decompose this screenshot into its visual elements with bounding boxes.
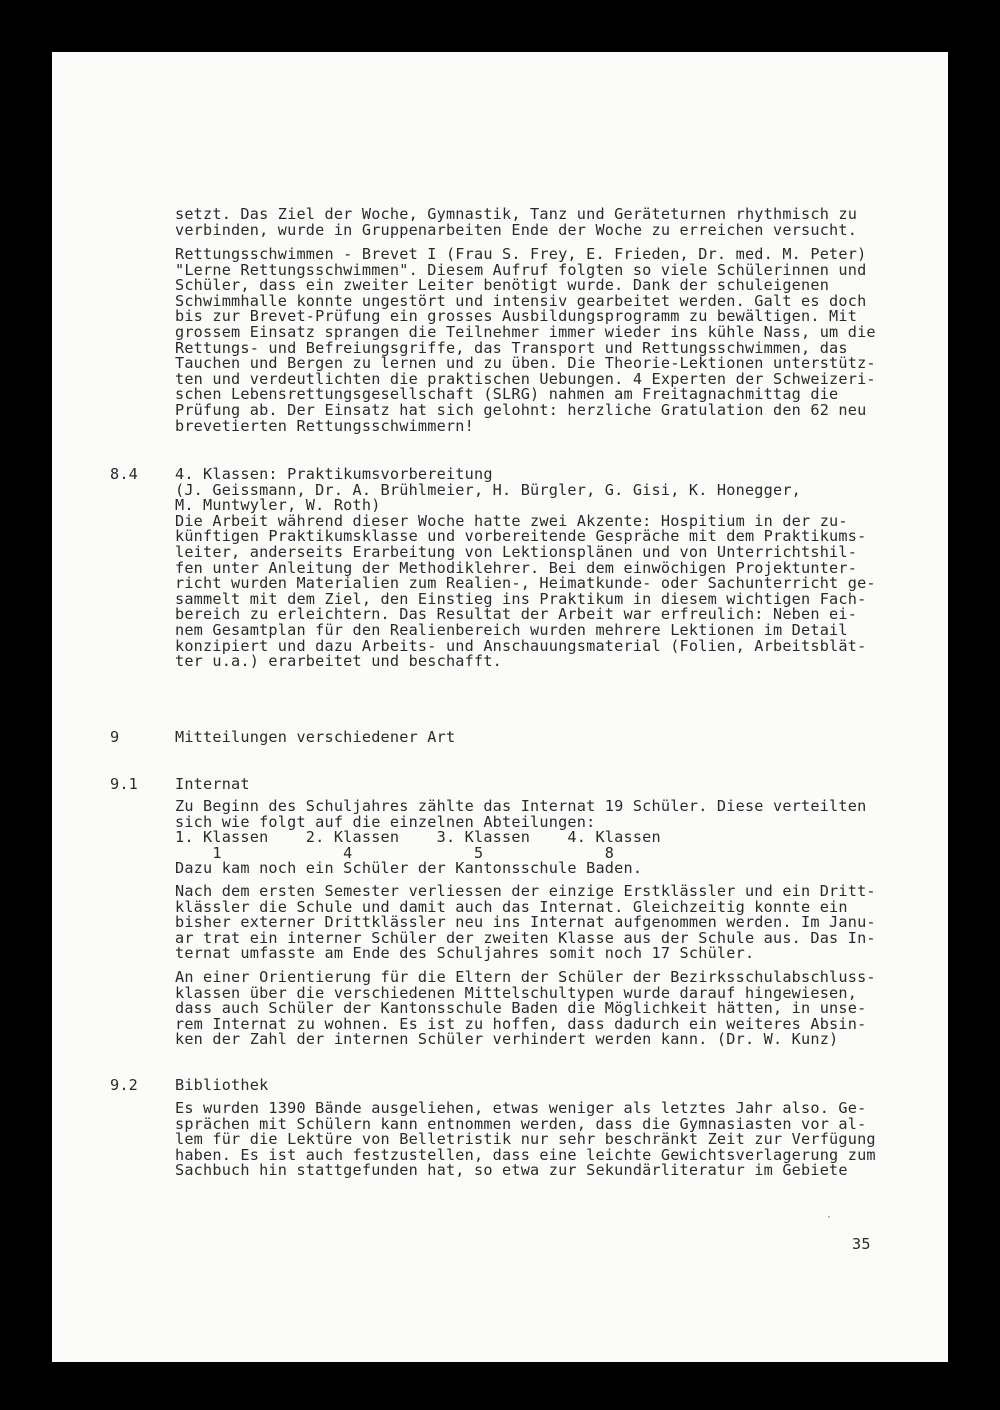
text-line: ten und verdeutlichten die praktischen Uebungen. 4 Experten der Schweizeri- [175, 369, 876, 388]
text-line: brevetierten Rettungsschwimmern! [175, 416, 474, 435]
section-number-8-4: 8.4 [110, 465, 139, 483]
intro-paragraph [175, 207, 895, 238]
rettungsschwimmen-paragraph [175, 247, 895, 434]
text-line: konzipiert und dazu Arbeits- und Anschauungsmaterial (Folien, Arbeitsblät- [175, 636, 867, 655]
text-line: lem für die Lektüre von Belletristik nur sehr beschränkt Zeit zur Verfügung [175, 1130, 876, 1149]
text-line: Nach dem ersten Semester verliessen der einzige Erstklässler und ein Dritt- [175, 882, 876, 900]
stray-mark: · [826, 1212, 833, 1223]
section-number-9-2: 9.2 [110, 1076, 139, 1094]
text-line: Schwimmhalle konnte ungestört und intensiv gearbeitet werden. Galt es doch [175, 291, 867, 310]
text-line: (J. Geissmann, Dr. A. Brühlmeier, H. Bürgler, G. Gisi, K. Honegger, [175, 480, 802, 499]
text-line: dass auch Schüler der Kantonsschule Baden die Möglichkeit hätten, in unse- [175, 999, 867, 1018]
section-9-title [175, 730, 895, 746]
text-line: klassen über die verschiedenen Mittelschultypen wurde darauf hingewiesen, [175, 983, 858, 1002]
section-number-9-1: 9.1 [110, 775, 139, 793]
text-line: Es wurden 1390 Bände ausgeliehen, etwas weniger als letztes Jahr also. Ge- [175, 1099, 867, 1117]
text-line: leiter, anderseits Erarbeitung von Lektionsplänen und von Unterrichtshil- [175, 542, 858, 561]
text-line: An einer Orientierung für die Eltern der Schüler der Bezirksschulabschluss- [175, 968, 876, 986]
text-line: bisher externer Drittklässler neu ins Internat aufgenommen werden. Im Janu- [175, 913, 876, 932]
section-heading: 4. Klassen: Praktikumsvorbereitung [175, 465, 493, 483]
page-number: 35 [852, 1235, 871, 1253]
section-heading: Bibliothek [175, 1076, 269, 1094]
text-line: setzt. Das Ziel der Woche, Gymnastik, Tanz und Geräteturnen rhythmisch zu [175, 205, 858, 223]
text-line: rem Internat zu wohnen. Es ist zu hoffen, dass dadurch ein weiteres Absin- [175, 1014, 867, 1033]
class-table-header: 1. Klassen 2. Klassen 3. Klassen 4. Klassen [175, 828, 661, 847]
text-line: fen unter Anleitung der Methodiklehrer. Bei dem einwöchigen Projektunter- [175, 558, 858, 577]
text-line: Schüler, dass ein zweiter Leiter benötigt wurde. Dank der schuleigenen [175, 276, 830, 295]
section-heading: Mitteilungen verschiedener Art [175, 728, 456, 746]
text-line: Die Arbeit während dieser Woche hatte zwei Akzente: Hospitium in der zu- [175, 511, 848, 530]
text-line: verbinden, wurde in Gruppenarbeiten Ende der Woche zu erreichen versucht. [175, 220, 858, 239]
text-line: sich wie folgt auf die einzelnen Abteilungen: [175, 812, 596, 831]
text-line: sprächen mit Schülern kann entnommen werden, dass die Gymnasiasten vor al- [175, 1114, 867, 1133]
internat-paragraph-1 [175, 799, 895, 877]
text-line: künftigen Praktikumsklasse und vorbereitende Gespräche mit dem Praktikums- [175, 527, 867, 546]
text-line: haben. Es ist auch festzustellen, dass eine leichte Gewichtsverlagerung zum [175, 1145, 876, 1164]
section-heading: Internat [175, 775, 250, 793]
text-line: ar trat ein interner Schüler der zweiten Klasse aus der Schule aus. Das In- [175, 928, 876, 947]
class-table-values: 1 4 5 8 [175, 843, 615, 862]
text-line: nem Gesamtplan für den Realienbereich wurden mehrere Lektionen im Detail [175, 620, 848, 639]
bibliothek-paragraph [175, 1101, 895, 1179]
text-line: Rettungs- und Befreiungsgriffe, das Transport und Rettungsschwimmen, das [175, 338, 848, 357]
text-line: Tauchen und Bergen zu lernen und zu üben. Die Theorie-Lektionen unterstütz- [175, 354, 876, 373]
text-line: "Lerne Rettungsschwimmen". Diesem Aufruf folgten so viele Schülerinnen und [175, 260, 867, 279]
text-line: Zu Beginn des Schuljahres zählte das Internat 19 Schüler. Diese verteilten [175, 797, 867, 815]
text-line: ken der Zahl der internen Schüler verhindert werden kann. (Dr. W. Kunz) [175, 1030, 839, 1049]
section-number-9: 9 [110, 728, 120, 746]
text-line: Dazu kam noch ein Schüler der Kantonsschule Baden. [175, 859, 643, 878]
text-line: Rettungsschwimmen - Brevet I (Frau S. Frey, E. Frieden, Dr. med. M. Peter) [175, 245, 867, 263]
section-8-4-text [175, 467, 895, 670]
text-line: bereich zu erleichtern. Das Resultat der Arbeit war erfreulich: Neben ei- [175, 605, 858, 624]
text-line: sammelt mit dem Ziel, den Einstieg ins Praktikum in diesem wichtigen Fach- [175, 589, 867, 608]
text-line: Prüfung ab. Der Einsatz hat sich gelohnt: herzliche Gratulation den 62 neu [175, 400, 867, 419]
text-line: ter u.a.) erarbeitet und beschafft. [175, 652, 503, 671]
text-line: richt wurden Materialien zum Realien-, Heimatkunde- oder Sachunterricht ge- [175, 574, 876, 593]
text-line: schen Lebensrettungsgesellschaft (SLRG) nahmen am Freitagnachmittag die [175, 385, 839, 404]
text-line: klässler die Schule und damit auch das Internat. Gleichzeitig konnte ein [175, 897, 848, 916]
text-line: Sachbuch hin stattgefunden hat, so etwa zur Sekundärliteratur im Gebiete [175, 1161, 848, 1180]
text-line: grossem Einsatz sprangen die Teilnehmer immer wieder ins kühle Nass, um die [175, 322, 876, 341]
text-line: M. Muntwyler, W. Roth) [175, 496, 381, 515]
internat-paragraph-3 [175, 970, 895, 1048]
internat-paragraph-2 [175, 884, 895, 962]
section-9-1-title [175, 777, 895, 793]
section-9-2-title [175, 1078, 895, 1094]
text-line: bis zur Brevet-Prüfung ein grosses Ausbildungsprogramm zu bewältigen. Mit [175, 307, 858, 326]
text-line: ternat umfasste am Ende des Schuljahres somit noch 17 Schüler. [175, 944, 755, 963]
